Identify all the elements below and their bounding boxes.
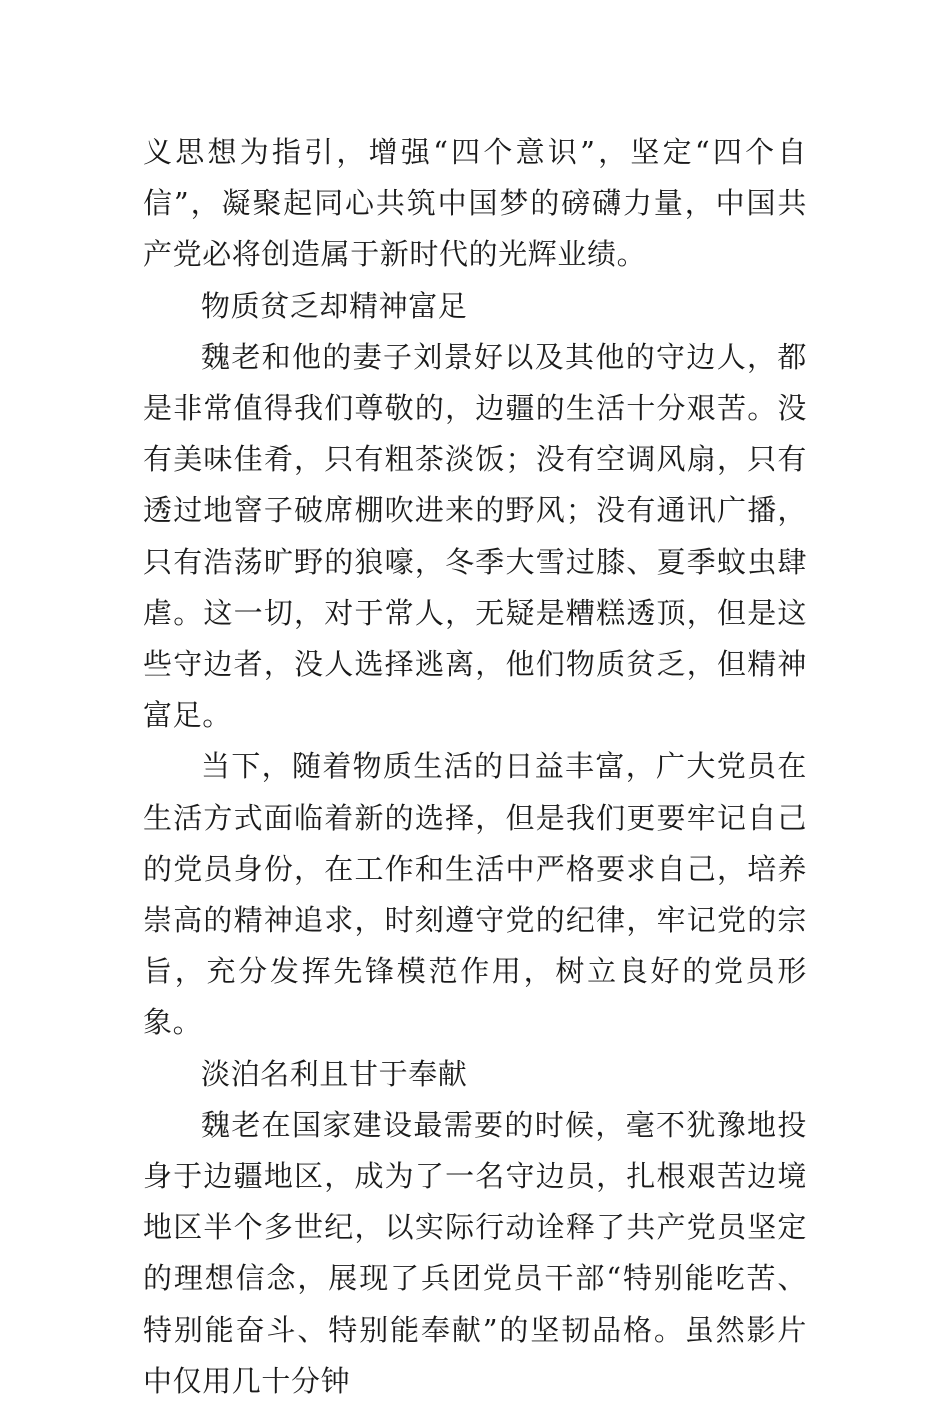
paragraph-wei-lao-dedication: 魏老在国家建设最需要的时候，毫不犹豫地投身于边疆地区，成为了一名守边员，扎根艰苦边境地区半个多世纪，以实际行动诠释了共产党员坚定的理想信念，展现了兵团党员干部“特别能吃苦、特别能奋斗、特别能奉献”的坚韧品格。虽然影片中仅用几十分钟 [143,1107,807,1398]
paragraph-party-members: 当下，随着物质生活的日益丰富，广大党员在生活方式面临着新的选择，但是我们更要牢记自己的党员身份，在工作和生活中严格要求自己，培养崇高的精神追求，时刻遵守党的纪律，牢记党的宗旨，充分发挥先锋模范作用，树立良好的党员形象。 [143,749,807,1040]
section-heading-dedication: 淡泊名利且甘于奉献 [201,1056,468,1091]
paragraph-continuation: 义思想为指引，增强“四个意识”，坚定“四个自信”，凝聚起同心共筑中国梦的磅礴力量，中国共产党必将创造属于新时代的光辉业绩。 [143,135,807,272]
section-heading-material-poverty: 物质贫乏却精神富足 [201,288,468,323]
paragraph-border-guards: 魏老和他的妻子刘景好以及其他的守边人，都是非常值得我们尊敬的，边疆的生活十分艰苦。没有美味佳肴，只有粗茶淡饭；没有空调风扇，只有透过地窨子破席棚吹进来的野风；没有通讯广播，只有浩荡旷野的狼嚎，冬季大雪过膝、夏季蚊虫肆虐。这一切，对于常人，无疑是糟糕透顶，但是这些守边者，没人选择逃离，他们物质贫乏，但精神富足。 [143,339,807,733]
document-body [143,127,807,1407]
